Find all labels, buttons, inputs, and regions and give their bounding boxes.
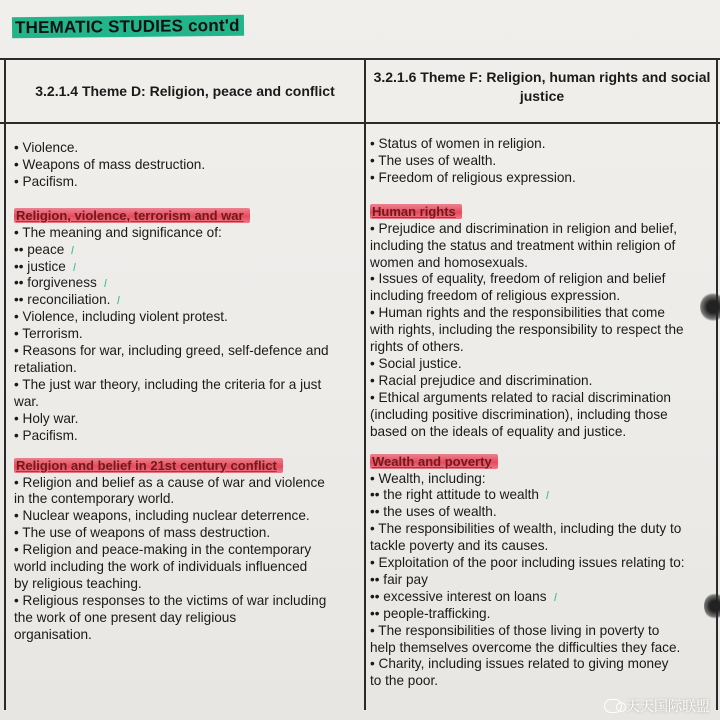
- syllabus-table: [0, 58, 720, 710]
- list-item: • Holy war.: [14, 410, 79, 426]
- list-item: • Freedom of religious expression.: [370, 169, 576, 185]
- theme-f-column: [370, 136, 716, 690]
- list-item: • Human rights and the responsibilities that come: [370, 305, 665, 321]
- list-item: based on the ideals of equality and justice.: [370, 423, 627, 439]
- list-item: • Pacifism.: [14, 427, 78, 443]
- watermark-text: 天天国际联盟: [626, 699, 710, 715]
- section-heading: Religion and belief in 21st century conflict: [14, 458, 283, 473]
- list-item: •• forgiveness: [14, 275, 360, 292]
- list-item: world including the work of individuals influenced: [14, 559, 308, 575]
- tick-mark-icon: [65, 246, 74, 254]
- list-item: • Weapons of mass destruction.: [14, 156, 206, 172]
- tick-mark-icon: [98, 279, 107, 287]
- tick-mark-icon: [548, 593, 557, 601]
- list-item: • The just war theory, including the criteria for a just: [14, 376, 322, 392]
- section-heading: Human rights: [370, 204, 462, 219]
- list-item: •• justice: [14, 259, 360, 276]
- list-item: (including positive discrimination), including those: [370, 406, 668, 422]
- list-item: • The meaning and significance of:: [14, 224, 222, 240]
- list-item: to the poor.: [370, 673, 439, 689]
- section-heading: Religion, violence, terrorism and war: [14, 208, 250, 223]
- list-item: • Wealth, including:: [370, 470, 486, 486]
- list-item: • Prejudice and discrimination in religion and belief,: [370, 220, 678, 236]
- theme-f-heading: 3.2.1.6 Theme F: Religion, human rights and social justice: [373, 69, 711, 104]
- list-item: • Religion and peace-making in the contemporary: [14, 542, 312, 558]
- list-item: • Religion and belief as a cause of war and violence: [14, 474, 325, 490]
- list-item: • Pacifism.: [14, 173, 78, 189]
- list-item: • Reasons for war, including greed, self-defence and: [14, 343, 329, 359]
- section-wealth-and-poverty: [370, 453, 716, 691]
- list-item: in the contemporary world.: [14, 491, 175, 507]
- list-item: • Religious responses to the victims of war including: [14, 592, 327, 608]
- list-item: help themselves overcome the difficulties they face.: [370, 639, 681, 655]
- ink-blot: [700, 292, 720, 322]
- list-item: • Issues of equality, freedom of religion and belief: [370, 271, 666, 287]
- table-border-left: [4, 60, 6, 710]
- list-item: • Status of women in religion.: [370, 136, 546, 151]
- list-item: • The responsibilities of those living in poverty to: [370, 622, 660, 638]
- tick-mark-icon: [540, 491, 549, 499]
- section-violence-terrorism-war: [14, 207, 360, 445]
- list-item: •• fair pay: [370, 571, 428, 587]
- tick-mark-icon: [67, 263, 76, 271]
- theme-d-column: [14, 140, 360, 644]
- list-item: rights of others.: [370, 339, 464, 355]
- list-item: •• reconciliation.: [14, 292, 360, 309]
- list-item: • Social justice.: [370, 355, 462, 371]
- header-divider: [0, 122, 720, 124]
- list-item: including freedom of religious expression.: [370, 288, 621, 304]
- list-item: •• the uses of wealth.: [370, 504, 497, 520]
- list-item: • Terrorism.: [14, 326, 83, 342]
- list-item: tackle poverty and its causes.: [370, 538, 549, 554]
- list-item: • The responsibilities of wealth, including the duty to: [370, 521, 682, 537]
- list-item: • Nuclear weapons, including nuclear deterrence.: [14, 508, 310, 524]
- list-item: the work of one present day religious: [14, 609, 237, 625]
- list-item: •• the right attitude to wealth: [370, 487, 716, 504]
- list-item: women and homosexuals.: [370, 254, 528, 270]
- list-item: • Exploitation of the poor including issues relating to:: [370, 555, 685, 571]
- list-item: • The use of weapons of mass destruction.: [14, 525, 271, 541]
- page-title: THEMATIC STUDIES cont'd: [12, 15, 244, 38]
- wechat-icon: [604, 699, 622, 713]
- list-item: •• excessive interest on loans: [370, 589, 716, 606]
- list-item: • Charity, including issues related to giving money: [370, 656, 669, 672]
- list-item: • Racial prejudice and discrimination.: [370, 372, 593, 388]
- theme-d-heading: 3.2.1.4 Theme D: Religion, peace and conflict: [35, 83, 335, 99]
- section-21st-century-conflict: [14, 457, 360, 644]
- section-human-rights: [370, 203, 716, 441]
- column-divider: [364, 60, 366, 710]
- section-heading: Wealth and poverty: [370, 454, 498, 469]
- list-item: retaliation.: [14, 359, 77, 375]
- list-item: • The uses of wealth.: [370, 152, 497, 168]
- list-item: •• peace: [14, 242, 360, 259]
- list-item: including the status and treatment within religion of: [370, 237, 676, 253]
- list-item: war.: [14, 393, 39, 409]
- list-item: by religious teaching.: [14, 575, 142, 591]
- list-item: • Violence.: [14, 140, 79, 155]
- list-item: with rights, including the responsibility to respect the: [370, 322, 684, 338]
- theme-d-intro: [14, 140, 360, 191]
- list-item: organisation.: [14, 626, 92, 642]
- list-item: • Violence, including violent protest.: [14, 309, 228, 325]
- list-item: •• people-trafficking.: [370, 605, 491, 621]
- theme-f-intro: [370, 136, 716, 187]
- list-item: • Ethical arguments related to racial discrimination: [370, 389, 671, 405]
- watermark: [604, 696, 710, 716]
- tick-mark-icon: [112, 296, 121, 304]
- ink-blot: [704, 592, 720, 620]
